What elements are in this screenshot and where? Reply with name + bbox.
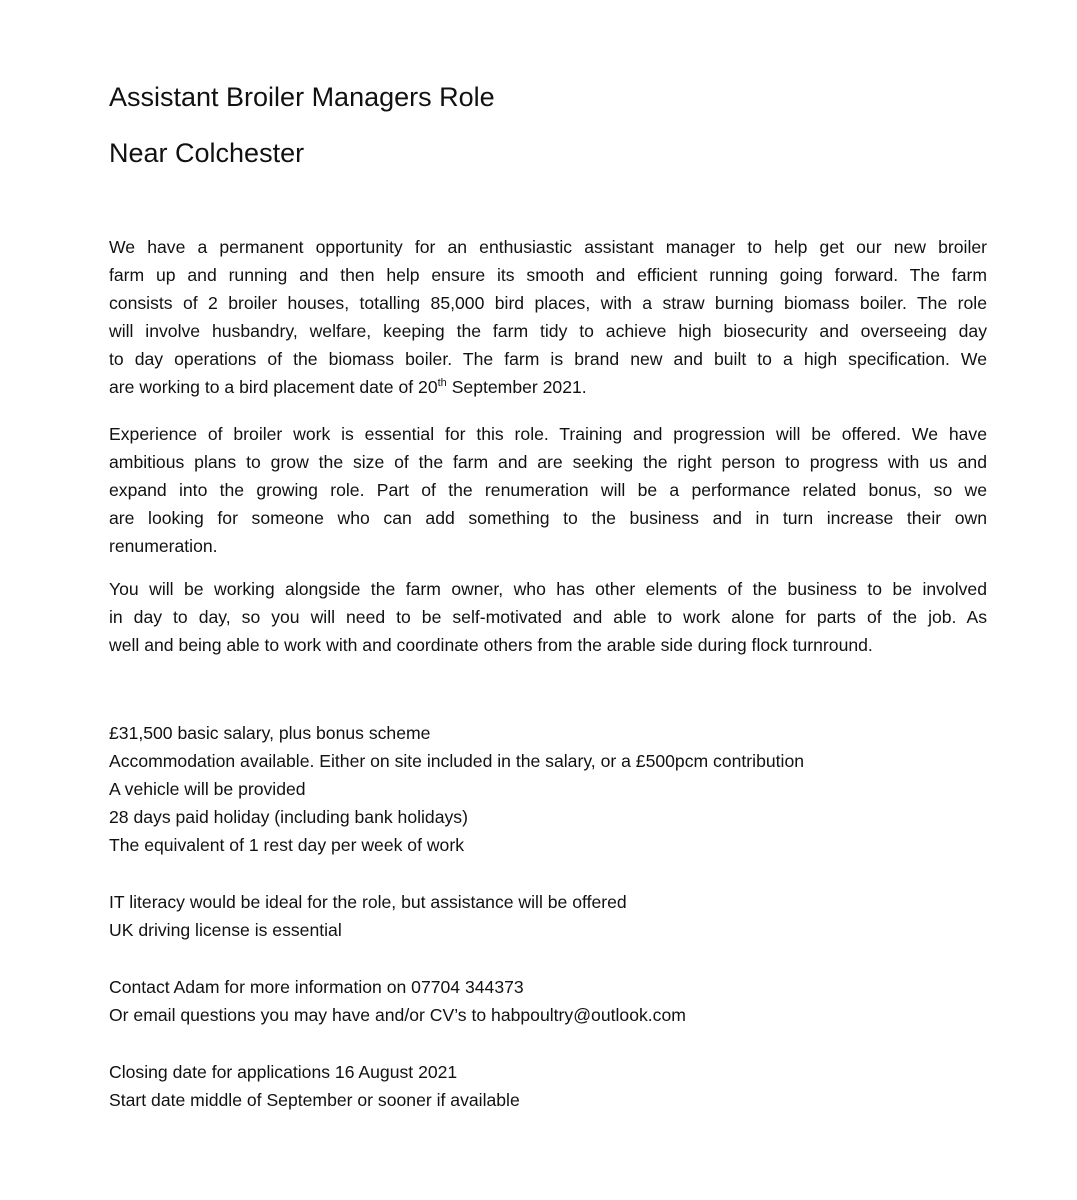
placement-date-text: are working to a bird placement date of 20 <box>109 377 438 397</box>
ordinal-suffix: th <box>437 377 447 390</box>
working-paragraph <box>109 575 987 659</box>
requirements-list <box>109 888 627 944</box>
intro-paragraph <box>109 233 987 401</box>
requirement-item: IT literacy would be ideal for the role, but assistance will be offered <box>109 892 627 912</box>
paragraph-line: Experience of broiler work is essential for this role. Training and progression will be offered. We have <box>109 424 987 444</box>
experience-paragraph <box>109 420 987 560</box>
benefit-item: £31,500 basic salary, plus bonus scheme <box>109 723 431 743</box>
benefit-item: Accommodation available. Either on site included in the salary, or a £500pcm contribution <box>109 751 805 771</box>
benefit-item: The equivalent of 1 rest day per week of work <box>109 835 464 855</box>
paragraph-line: consists of 2 broiler houses, totalling 85,000 bird places, with a straw burning biomass boiler. The role <box>109 293 987 313</box>
document-title: Assistant Broiler Managers Role <box>109 82 495 112</box>
benefits-list <box>109 719 804 859</box>
paragraph-line: in day to day, so you will need to be self-motivated and able to work alone for parts of the job. As <box>109 607 987 627</box>
placement-date-text-end: September 2021. <box>446 377 587 397</box>
requirement-item: UK driving license is essential <box>109 920 342 940</box>
paragraph-line: You will be working alongside the farm owner, who has other elements of the business to be involved <box>109 579 987 599</box>
start-date: Start date middle of September or sooner if available <box>109 1090 520 1110</box>
paragraph-line: are looking for someone who can add something to the business and in turn increase their own <box>109 508 987 528</box>
paragraph-line: renumeration. <box>109 536 218 556</box>
benefit-item: A vehicle will be provided <box>109 779 306 799</box>
contact-list <box>109 973 686 1029</box>
paragraph-line: farm up and running and then help ensure its smooth and efficient running going forward. The farm <box>109 265 987 285</box>
contact-phone: Contact Adam for more information on 07704 344373 <box>109 977 524 997</box>
paragraph-line: will involve husbandry, welfare, keeping the farm tidy to achieve high biosecurity and overseeing day <box>109 321 987 341</box>
paragraph-line: We have a permanent opportunity for an enthusiastic assistant manager to help get our new broiler <box>109 237 987 257</box>
dates-list <box>109 1058 520 1114</box>
paragraph-line: well and being able to work with and coordinate others from the arable side during flock turnround. <box>109 635 873 655</box>
paragraph-line: ambitious plans to grow the size of the farm and are seeking the right person to progress with us and <box>109 452 987 472</box>
paragraph-line <box>109 373 987 401</box>
paragraph-line: expand into the growing role. Part of the renumeration will be a performance related bonus, so we <box>109 480 987 500</box>
paragraph-line: to day operations of the biomass boiler. The farm is brand new and built to a high specification. We <box>109 349 987 369</box>
benefit-item: 28 days paid holiday (including bank holidays) <box>109 807 468 827</box>
document-location: Near Colchester <box>109 138 305 168</box>
closing-date: Closing date for applications 16 August 2021 <box>109 1062 458 1082</box>
contact-email: Or email questions you may have and/or CV’s to habpoultry@outlook.com <box>109 1005 686 1025</box>
